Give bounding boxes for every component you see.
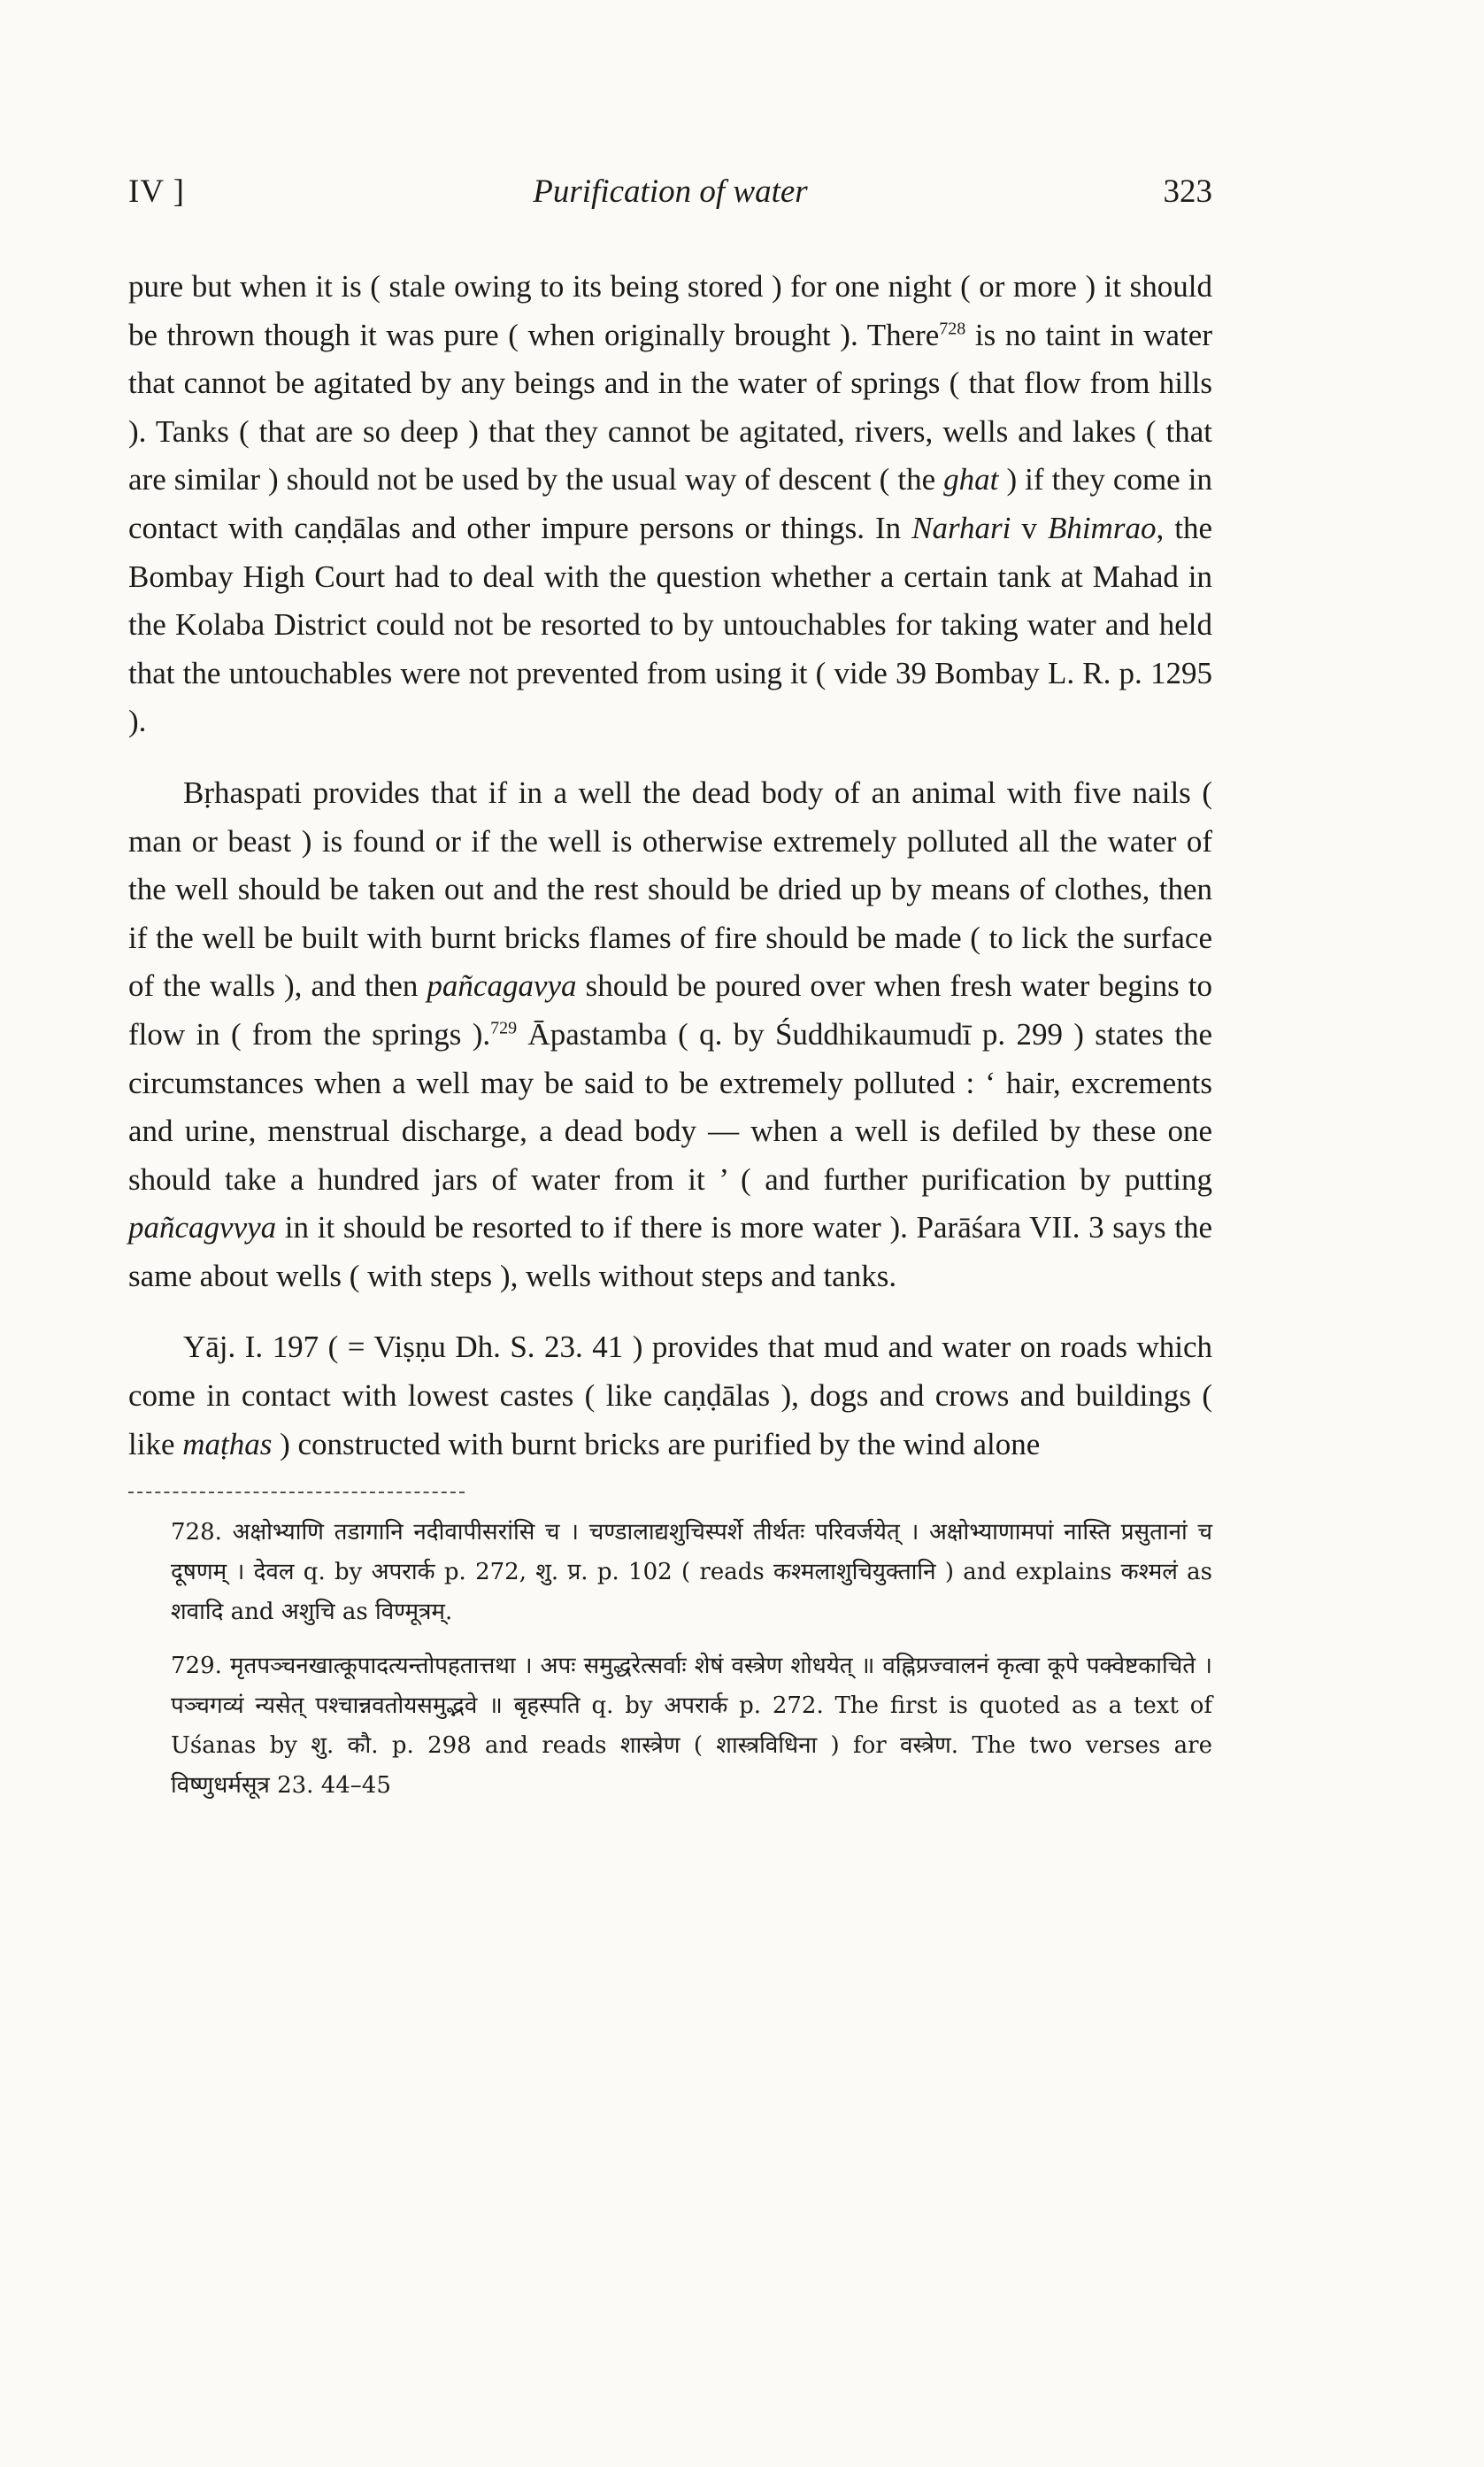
term-ghat: ghat [943,462,999,497]
text-run: ) constructed with burnt bricks are purified by the wind alone [272,1426,1041,1461]
footnote-729: 729. मृतपञ्चनखात्कूपादत्यन्तोपहतात्तथा । अपः समुद्धरेत्सर्वाः शेषं वस्त्रेण शोधयेत् ॥ वह्निप्रज्वालनं कृत्वा कूपे पक्वेष्टकाचिते । पञ्चगव्यं न्यसेत् पश्चान्नवतोयसमुद्भवे ॥ बृहस्पति q. by अपरार्क p. 272. The first is quoted as a text of Uśanas by शु. कौ. p. 298 and reads शास्त्रेण ( शास्त्रविधिना ) for वस्त्रेण. The two verses are विष्णुधर्मसूत्र 23. 44–45 [171,1653,1212,1800]
term-pancagavya: pañcagavya [427,968,577,1004]
footnote-ref-729: 729 [490,1018,518,1038]
text-run: pure but when it is ( stale owing to its being stored ) for one night ( or more ) it should be thrown though it was pure ( when originally brought ). There [128,269,1212,352]
footnote-728: 728. अक्षोभ्याणि तडागानि नदीवापीसरांसि च । चण्डालाद्यशुचिस्पर्शे तीर्थतः परिवर्जयेत् । अक्षोभ्याणामपां नास्ति प्रसुतानां च दूषणम् । देवल q. by अपरार्क p. 272, शु. प्र. p. 102 ( reads कश्मलाशुचियुक्तानि ) and explains कश्मलं as शवादि and अशुचि as विण्मूत्रम्. [171,1519,1212,1626]
term-pancagavya: pañcagvvya [128,1210,277,1245]
chapter-marker: IV ] [128,173,185,210]
text-run: Āpastamba ( q. by Śuddhikaumudī p. 299 ) states the circumstances when a well may be said to be extremely polluted : ‘ hair, excrements and urine, menstrual discharge, a dead body — when a well is defiled by these one should take a hundred jars of water from it ’ ( and further purification by putting [128,1016,1213,1197]
paragraph-3 [128,1323,1212,1469]
text-run: should be poured over when fresh water begins to flow in ( from the springs ). [128,968,1212,1052]
book-page [128,173,1212,1820]
text-run: v [1011,510,1048,545]
running-head [128,173,1212,217]
footnotes [128,1513,1212,1806]
term-mathas: maṭhas [182,1426,273,1461]
text-run: , the Bombay High Court had to deal with the question whether a certain tank at Mahad in the Kolaba District could not be resorted to by untouchables for taking water and held that the untouchables were not prevented from using it ( vide 39 Bombay L. R. p. 1295 ). [128,510,1212,739]
text-run: ) if they come in contact with caṇḍālas and other impure persons or things. In [128,462,1213,545]
text-run: in it should be resorted to if there is more water ). Parāśara VII. 3 says the same about wells ( with steps ), wells without steps and tanks. [128,1210,1212,1293]
paragraph-2 [128,769,1212,1301]
case-name-bhimrao: Bhimrao [1047,510,1157,545]
footnote-separator [128,1492,465,1493]
text-run: Bṛhaspati provides that if in a well the dead body of an animal with five nails ( man or beast ) is found or if the well is otherwise extremely polluted all the water of the well should be taken out and the rest should be dried up by means of clothes, then if the well be built with burnt bricks flames of fire should be made ( to lick the surface of the walls ), and then [128,775,1212,1004]
text-run: Yāj. I. 197 ( = Viṣṇu Dh. S. 23. 41 ) provides that mud and water on roads which come in contact with lowest castes ( like caṇḍālas ), dogs and crows and buildings ( like [128,1330,1212,1461]
body-text [128,263,1212,1469]
case-name-narhari: Narhari [911,510,1011,545]
text-run: is no taint in water that cannot be agitated by any beings and in the water of springs ( that flow from hills ). Tanks ( that are so deep ) that they cannot be agitated, rivers, wells and lakes ( that are similar ) should not be used by the usual way of descent ( the [128,317,1212,497]
page-number: 323 [1163,173,1212,210]
running-title: Purification of water [533,173,808,210]
paragraph-1 [128,263,1212,746]
footnote-ref-728: 728 [939,318,966,338]
